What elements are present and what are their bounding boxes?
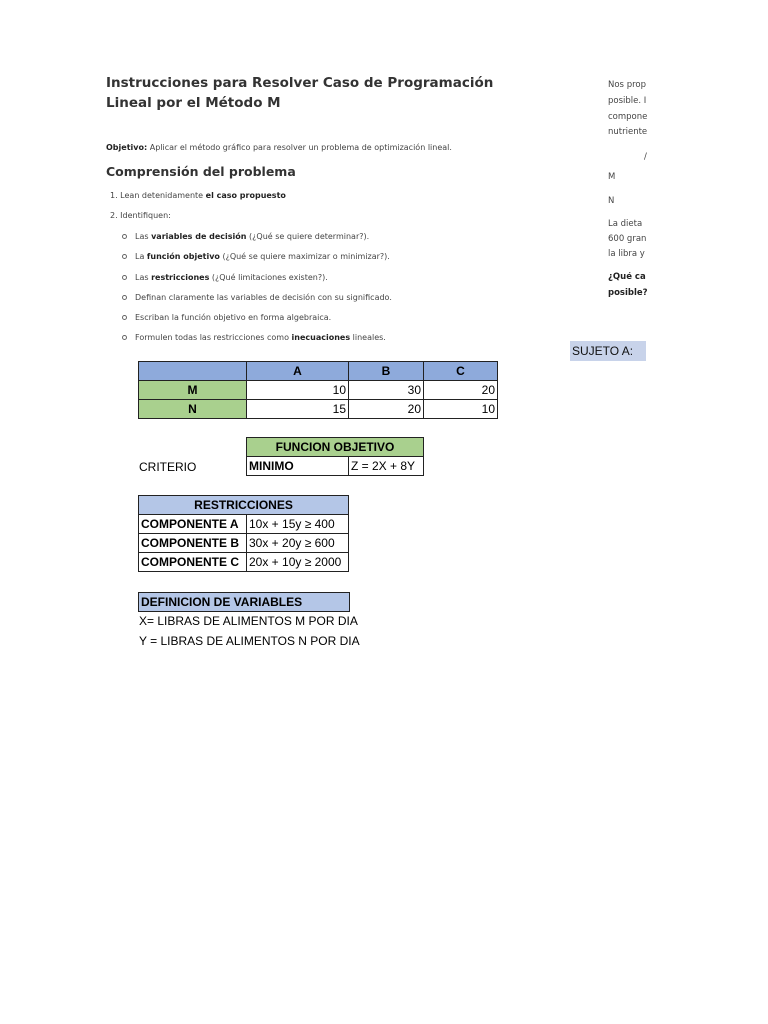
bullet-item [122, 333, 386, 342]
case-m: M [608, 172, 616, 182]
objective-text: Aplicar el método gráfico para resolver un problema de optimización lineal. [147, 143, 452, 152]
header-cell[interactable]: B [349, 362, 424, 381]
constraint-expression-cell[interactable]: 10x + 15y ≥ 400 [247, 515, 349, 534]
table-header-row [139, 593, 350, 612]
case-line: 600 gran [608, 234, 647, 244]
table-row [139, 534, 349, 553]
variable-x-definition[interactable]: X= LIBRAS DE ALIMENTOS M POR DIA [139, 614, 358, 628]
bullet-item [122, 232, 369, 241]
constraint-label-cell[interactable]: COMPONENTE A [139, 515, 247, 534]
criterio-label[interactable]: CRITERIO [139, 460, 197, 474]
bullet-item [122, 293, 392, 302]
bullet-text: lineales. [350, 333, 386, 342]
instructions-title: Instrucciones para Resolver Caso de Programación Lineal por el Método M [106, 75, 494, 111]
bullet-bold: función objetivo [146, 252, 220, 261]
case-line: La dieta [608, 219, 643, 229]
bullet-text: (¿Qué se quiere maximizar o minimizar?). [219, 252, 390, 261]
table-cell[interactable]: 20 [349, 400, 424, 419]
objective-expression-cell[interactable]: Z = 2X + 8Y [349, 457, 424, 476]
constraint-expression-cell[interactable]: 30x + 20y ≥ 600 [247, 534, 349, 553]
nutrient-table [138, 361, 498, 419]
bullet-icon [122, 315, 127, 320]
table-header-row [247, 438, 424, 457]
constraints-header[interactable]: RESTRICCIONES [139, 496, 349, 515]
table-row [139, 553, 349, 572]
bullet-text: Las [135, 232, 152, 241]
case-line: Nos prop [608, 80, 646, 90]
case-line: la libra y [608, 249, 645, 259]
bullet-text: Las [135, 273, 152, 282]
constraint-expression-cell[interactable]: 20x + 10y ≥ 2000 [247, 553, 349, 572]
bullet-icon [122, 234, 127, 239]
case-question [608, 272, 646, 282]
bullet-icon [122, 275, 127, 280]
bullet-text: Escriban la función objetivo en forma algebraica. [135, 313, 332, 322]
case-text-panel [608, 80, 648, 340]
objective-function-table [246, 437, 424, 476]
case-question [608, 288, 648, 298]
bullet-item [122, 273, 328, 282]
header-cell[interactable]: C [424, 362, 498, 381]
step-1-text: 1. Lean detenidamente [110, 191, 206, 200]
constraint-label-cell[interactable]: COMPONENTE B [139, 534, 247, 553]
step-1-bold: el caso propuesto [205, 191, 286, 200]
case-line: compone [608, 112, 648, 122]
bullet-text: Formulen todas las restricciones como [135, 333, 292, 342]
variable-definition-header[interactable]: DEFINICION DE VARIABLES [139, 593, 350, 612]
bullet-item [122, 313, 331, 322]
criterion-cell[interactable]: MINIMO [247, 457, 349, 476]
table-row [247, 457, 424, 476]
table-cell[interactable]: 10 [424, 400, 498, 419]
step-1 [110, 191, 286, 200]
constraints-table [138, 495, 349, 572]
case-question-text: ¿Qué ca [608, 272, 646, 282]
row-label-cell[interactable]: M [139, 381, 247, 400]
table-header-row [139, 496, 349, 515]
objective-function-header[interactable]: FUNCION OBJETIVO [247, 438, 424, 457]
case-n: N [608, 196, 615, 206]
bullet-text: (¿Qué limitaciones existen?). [209, 273, 328, 282]
table-row [139, 381, 498, 400]
bullet-icon [122, 295, 127, 300]
bullet-bold: variables de decisión [151, 232, 247, 241]
variable-definition-table [138, 592, 350, 612]
table-header-row [139, 362, 498, 381]
table-cell[interactable]: 10 [247, 381, 349, 400]
bullet-icon [122, 335, 127, 340]
case-question-text: posible? [608, 288, 648, 298]
table-row [139, 400, 498, 419]
table-cell[interactable]: 30 [349, 381, 424, 400]
objective-label: Objetivo: [106, 143, 148, 152]
bullet-text: Definan claramente las variables de decisión con su significado. [135, 293, 392, 302]
bullet-bold: restricciones [151, 273, 210, 282]
section-title: Comprensión del problema [106, 164, 296, 179]
header-cell[interactable]: A [247, 362, 349, 381]
table-row [139, 515, 349, 534]
case-line: posible. I [608, 96, 647, 106]
case-line: nutriente [608, 127, 648, 137]
table-cell[interactable]: 15 [247, 400, 349, 419]
table-cell[interactable]: 20 [424, 381, 498, 400]
bullet-bold: inecuaciones [291, 333, 351, 342]
header-corner-cell[interactable] [139, 362, 247, 381]
sujeto-a-cell[interactable] [570, 341, 646, 361]
variable-y-definition[interactable]: Y = LIBRAS DE ALIMENTOS N POR DIA [139, 634, 360, 648]
constraint-label-cell[interactable]: COMPONENTE C [139, 553, 247, 572]
row-label-cell[interactable]: N [139, 400, 247, 419]
bullet-icon [122, 254, 127, 259]
case-tick: / [644, 152, 647, 162]
bullet-text: La [135, 252, 147, 261]
step-2: 2. Identifiquen: [110, 211, 171, 220]
objective-line [106, 143, 452, 152]
sujeto-a-label: SUJETO A: [572, 344, 634, 358]
bullet-item [122, 252, 390, 261]
bullet-text: (¿Qué se quiere determinar?). [246, 232, 370, 241]
